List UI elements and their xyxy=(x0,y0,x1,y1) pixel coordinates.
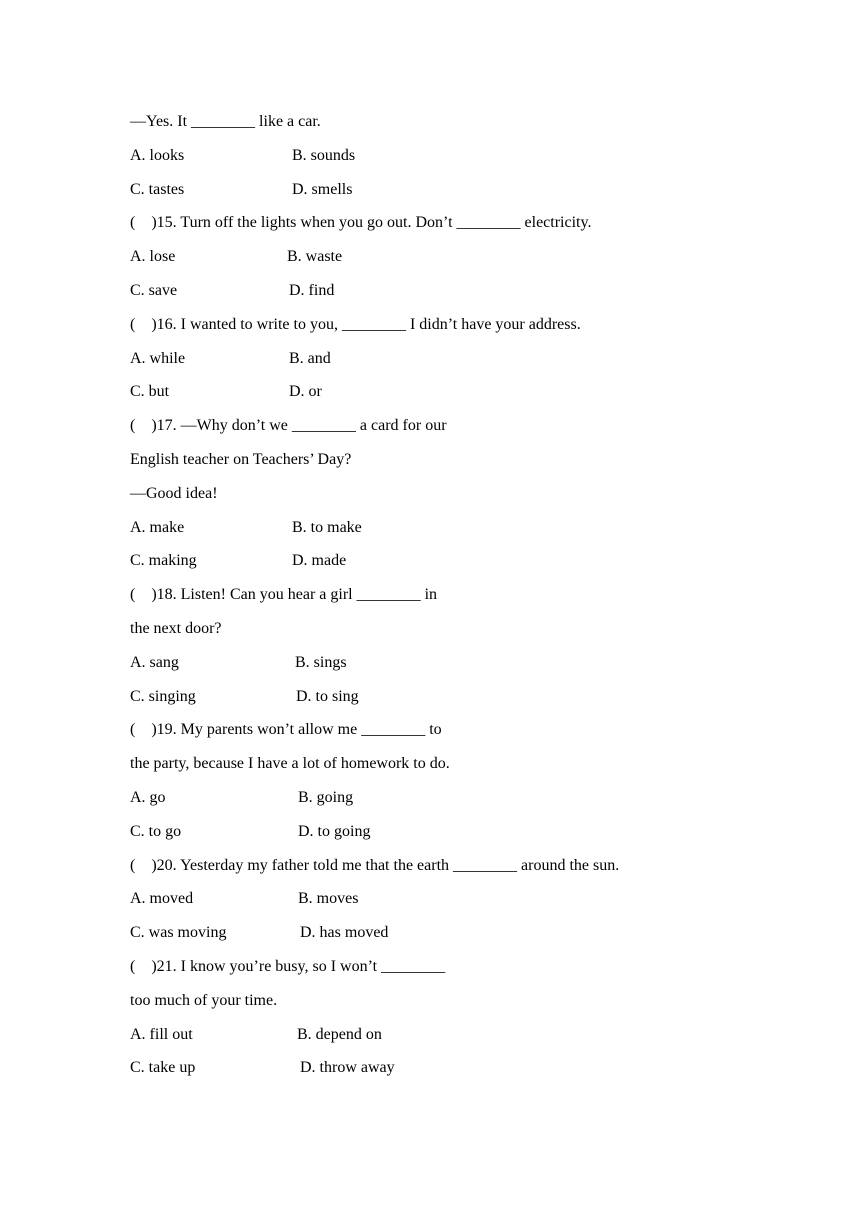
q20-option-d: D. has moved xyxy=(300,924,389,942)
q19-stem-line2: the party, because I have a lot of homework to do. xyxy=(130,755,450,773)
q20-option-a: A. moved xyxy=(130,890,194,908)
q16-stem: ( )16. I wanted to write to you, ________ I didn’t have your address. xyxy=(130,315,581,333)
q21-option-c: C. take up xyxy=(130,1059,196,1077)
q14-option-c: C. tastes xyxy=(130,180,185,198)
q14-option-a: A. looks xyxy=(130,146,185,164)
q14-option-d: D. smells xyxy=(292,180,353,198)
q15-options-cd xyxy=(130,279,770,313)
q21-option-a: A. fill out xyxy=(130,1025,193,1043)
q20-stem: ( )20. Yesterday my father told me that the earth ________ around the sun. xyxy=(130,856,620,874)
q15-option-a: A. lose xyxy=(130,248,176,266)
q17-reply: —Good idea! xyxy=(130,484,218,502)
q19-option-a: A. go xyxy=(130,788,166,806)
q20-options-ab xyxy=(130,887,770,921)
q20-options-cd xyxy=(130,921,770,955)
q18-options-cd xyxy=(130,685,770,719)
q21-options-ab xyxy=(130,1023,770,1057)
q19-option-d: D. to going xyxy=(298,822,371,840)
q18-stem-line1: ( )18. Listen! Can you hear a girl ________ in xyxy=(130,586,438,604)
q15-option-b: B. waste xyxy=(287,248,343,266)
q20-option-b: B. moves xyxy=(298,890,359,908)
q14-options-ab xyxy=(130,144,770,178)
q15-stem: ( )15. Turn off the lights when you go out. Don’t ________ electricity. xyxy=(130,214,592,232)
q21-option-d: D. throw away xyxy=(300,1059,395,1077)
q16-option-a: A. while xyxy=(130,349,186,367)
q18-option-a: A. sang xyxy=(130,653,179,671)
q17-stem-line1: ( )17. —Why don’t we ________ a card for our xyxy=(130,417,447,435)
q17-stem-line2: English teacher on Teachers’ Day? xyxy=(130,450,352,468)
question-list xyxy=(130,110,770,1090)
q19-options-cd xyxy=(130,820,770,854)
q21-options-cd xyxy=(130,1056,770,1090)
q14-option-b: B. sounds xyxy=(292,146,356,164)
q19-options-ab xyxy=(130,786,770,820)
q18-option-b: B. sings xyxy=(295,653,347,671)
q18-option-c: C. singing xyxy=(130,687,196,705)
q19-option-b: B. going xyxy=(298,788,354,806)
q21-stem-line1: ( )21. I know you’re busy, so I won’t ________ xyxy=(130,957,446,975)
q16-option-c: C. but xyxy=(130,383,170,401)
q20-option-c: C. was moving xyxy=(130,924,227,942)
q18-stem-line2: the next door? xyxy=(130,619,222,637)
q16-option-b: B. and xyxy=(289,349,331,367)
q15-option-c: C. save xyxy=(130,281,178,299)
q21-stem-line2: too much of your time. xyxy=(130,991,278,1009)
q14-answer-line: —Yes. It ________ like a car. xyxy=(130,113,321,130)
q17-option-c: C. making xyxy=(130,552,197,570)
q16-options-cd xyxy=(130,380,770,414)
q18-options-ab xyxy=(130,651,770,685)
q17-option-b: B. to make xyxy=(292,518,362,536)
q19-option-c: C. to go xyxy=(130,822,182,840)
q16-options-ab xyxy=(130,347,770,381)
q15-options-ab xyxy=(130,245,770,279)
q21-option-b: B. depend on xyxy=(297,1025,382,1043)
q14-options-cd xyxy=(130,178,770,212)
q17-option-d: D. made xyxy=(292,552,347,570)
q17-options-cd xyxy=(130,549,770,583)
q16-option-d: D. or xyxy=(289,383,322,401)
q15-option-d: D. find xyxy=(289,281,335,299)
q18-option-d: D. to sing xyxy=(296,687,359,705)
q17-option-a: A. make xyxy=(130,518,185,536)
q19-stem-line1: ( )19. My parents won’t allow me ________ to xyxy=(130,721,442,739)
q17-options-ab xyxy=(130,516,770,550)
